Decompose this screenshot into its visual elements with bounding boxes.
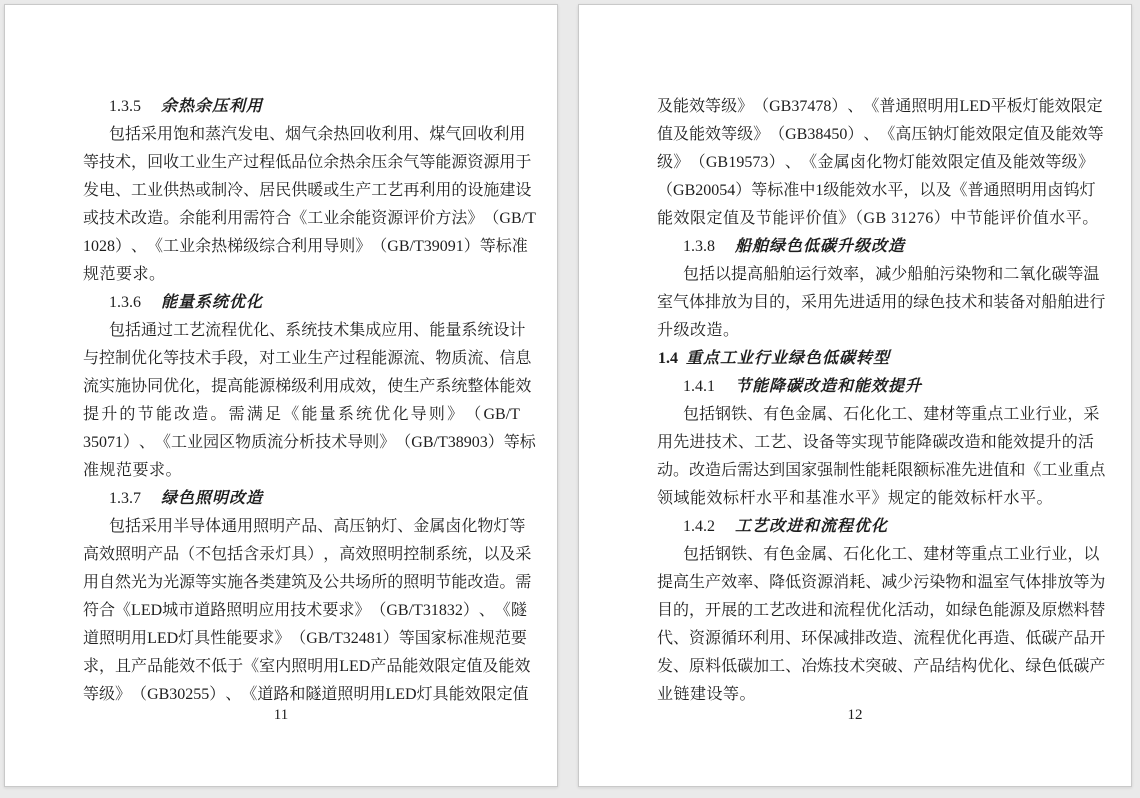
text-line: 室 气 体 排 放 为 目 的 ， 采 用 先 进 适 用 的 绿 色 技 术 和 装 备 对 船 舶 进 行	[657, 294, 1106, 311]
page-number: 11	[273, 707, 289, 723]
section-heading	[657, 345, 1094, 373]
text-line: 等 级 》 （ GB 30255 ） 、 《 道 路 和 隧 道 照 明 用 LED 灯 具 能 效 限 定 值	[83, 686, 529, 703]
text-line: 高 效 照 明 产 品 （ 不 包 括 含 汞 灯 具 ） ， 高 效 照 明 控 制 系 统 ， 以 及 采	[83, 546, 532, 563]
text-line: 符 合 《 LED 城 市 道 路 照 明 应 用 技 术 要 求 》 （ GB/T 31832 ） 、 《 隧	[83, 602, 527, 619]
text-line: 求 ， 且 产 品 能 效 不 低 于 《 室 内 照 明 用 LED 产 品 能 效 限 定 值 及 能 效	[83, 658, 531, 675]
section-number: 1.3.7	[109, 490, 141, 507]
text-line: 包 括 钢 铁 、 有 色 金 属 、 石 化 化 工 、 建 材 等 重 点 工 业 行 业 ， 采	[683, 406, 1100, 423]
text-line: 及 能 效 等 级 》 （ GB 37478 ） 、 《 普 通 照 明 用 LED 平 板 灯 能 效 限 定	[657, 98, 1103, 115]
text-line: 包 括 以 提 高 船 舶 运 行 效 率 ， 减 少 船 舶 污 染 物 和 二 氧 化 碳 等 温	[683, 266, 1100, 283]
section-number: 1.3.8	[683, 238, 715, 255]
text-line: 发 、 原 料 低 碳 加 工 、 冶 炼 技 术 突 破 、 产 品 结 构 优 化 、 绿 色 低 碳 产	[657, 658, 1106, 675]
text-line: 级 》 （ GB 19573 ） 、 《 金 属 卤 化 物 灯 能 效 限 定 值 及 能 效 等 级 》	[657, 154, 1094, 171]
page-text-block	[657, 93, 1106, 709]
section-title: 绿色照明改造	[161, 490, 264, 507]
section-title: 节能降碳改造和能效提升	[735, 378, 923, 395]
text-line: 用 自 然 光 为 光 源 等 实 施 各 类 建 筑 及 公 共 场 所 的 照 明 节 能 改 造 。 需	[83, 574, 532, 591]
text-line: 35071 ） 、 《 工 业 园 区 物 质 流 分 析 技 术 导 则 》 （ GB/T 38903 ） 等 标	[83, 434, 536, 451]
text-line: 代 、 资 源 循 环 利 用 、 环 保 减 排 改 造 、 流 程 优 化 再 造 、 低 碳 产 品 开	[657, 630, 1106, 647]
text-line: 领域能效标杆水平和基准水平》规定的能效标杆水平。	[657, 490, 1054, 507]
section-heading	[83, 485, 520, 513]
section-heading	[657, 233, 1094, 261]
section-number: 1.3.6	[109, 294, 141, 311]
section-title: 余热余压利用	[161, 98, 264, 115]
page-number: 12	[847, 707, 863, 723]
text-line: 目 的 ， 开 展 的 工 艺 改 进 和 流 程 优 化 活 动 ， 如 绿 色 能 源 及 原 燃 料 替	[657, 602, 1106, 619]
text-line: 动 。 改 造 后 需 达 到 国 家 强 制 性 能 耗 限 额 标 准 先 进 值 和 《 工 业 重 点	[657, 462, 1106, 479]
text-line: 或 技 术 改 造 。 余 能 利 用 需 符 合 《 工 业 余 能 资 源 评 价 方 法 》 （ GB/T	[83, 210, 536, 227]
text-line: （ GB 20054 ） 等 标 准 中 1 级 能 效 水 平 ， 以 及 《 普 通 照 明 用 卤 钨 灯	[657, 182, 1096, 199]
section-number: 1.4.1	[683, 378, 715, 395]
text-line: 道 照 明 用 LED 灯 具 性 能 要 求 》 （ GB/T 32481 ） 等 国 家 标 准 规 范 要	[83, 630, 527, 647]
section-heading	[83, 93, 520, 121]
section-title: 工艺改进和流程优化	[735, 518, 889, 535]
text-line: 发 电 、 工 业 供 热 或 制 冷 、 居 民 供 暖 或 生 产 工 艺 再 利 用 的 设 施 建 设	[83, 182, 532, 199]
text-line: 准规范要求。	[83, 462, 183, 479]
section-title: 重点工业行业绿色低碳转型	[686, 350, 891, 367]
text-line: 规范要求。	[83, 266, 166, 283]
text-line: 提 升 的 节 能 改 造 。 需 满 足 《 能 量 系 统 优 化 导 则 》 （ GB/T	[83, 406, 520, 423]
section-number: 1.3.5	[109, 98, 141, 115]
section-heading	[657, 373, 1094, 401]
section-number: 1.4.2	[683, 518, 715, 535]
text-line: 1028 ） 、 《 工 业 余 热 梯 级 综 合 利 用 导 则 》 （ GB/T 39091 ） 等 标 准	[83, 238, 528, 255]
text-line: 升级改造。	[657, 322, 740, 339]
text-line: 提 高 生 产 效 率 、 降 低 资 源 消 耗 、 减 少 污 染 物 和 温 室 气 体 排 放 等 为	[657, 574, 1106, 591]
document-page-left	[4, 4, 558, 787]
text-line: 业链建设等。	[657, 686, 757, 703]
text-line: 包 括 采 用 半 导 体 通 用 照 明 产 品 、 高 压 钠 灯 、 金 属 卤 化 物 灯 等	[109, 518, 526, 535]
page-text-block	[83, 93, 536, 709]
text-line: 包 括 钢 铁 、 有 色 金 属 、 石 化 化 工 、 建 材 等 重 点 工 业 行 业 ， 以	[683, 546, 1100, 563]
text-line: 包 括 通 过 工 艺 流 程 优 化 、 系 统 技 术 集 成 应 用 、 能 量 系 统 设 计	[109, 322, 526, 339]
text-line: 值 及 能 效 等 级 》 （ GB 38450 ） 、 《 高 压 钠 灯 能 效 限 定 值 及 能 效 等	[657, 126, 1104, 143]
text-line: 能效限定值及节能评价值》（GB 31276）中节能评价值水平。	[657, 210, 1099, 227]
document-page-right	[578, 4, 1132, 787]
section-title: 船舶绿色低碳升级改造	[735, 238, 906, 255]
text-line: 流 实 施 协 同 优 化 ， 提 高 能 源 梯 级 利 用 成 效 ， 使 生 产 系 统 整 体 能 效	[83, 378, 532, 395]
section-heading	[83, 289, 520, 317]
text-line: 等 技 术 ， 回 收 工 业 生 产 过 程 低 品 位 余 热 余 压 余 气 等 能 源 资 源 用 于	[83, 154, 532, 171]
text-line: 用 先 进 技 术 、 工 艺 、 设 备 等 实 现 节 能 降 碳 改 造 和 能 效 提 升 的 活	[657, 434, 1094, 451]
section-number: 1.4	[658, 350, 678, 367]
section-heading	[657, 513, 1094, 541]
section-title: 能量系统优化	[161, 294, 264, 311]
text-line: 与 控 制 优 化 等 技 术 手 段 ， 对 工 业 生 产 过 程 能 源 流 、 物 质 流 、 信 息	[83, 350, 532, 367]
text-line: 包 括 采 用 饱 和 蒸 汽 发 电 、 烟 气 余 热 回 收 利 用 、 煤 气 回 收 利 用	[109, 126, 526, 143]
